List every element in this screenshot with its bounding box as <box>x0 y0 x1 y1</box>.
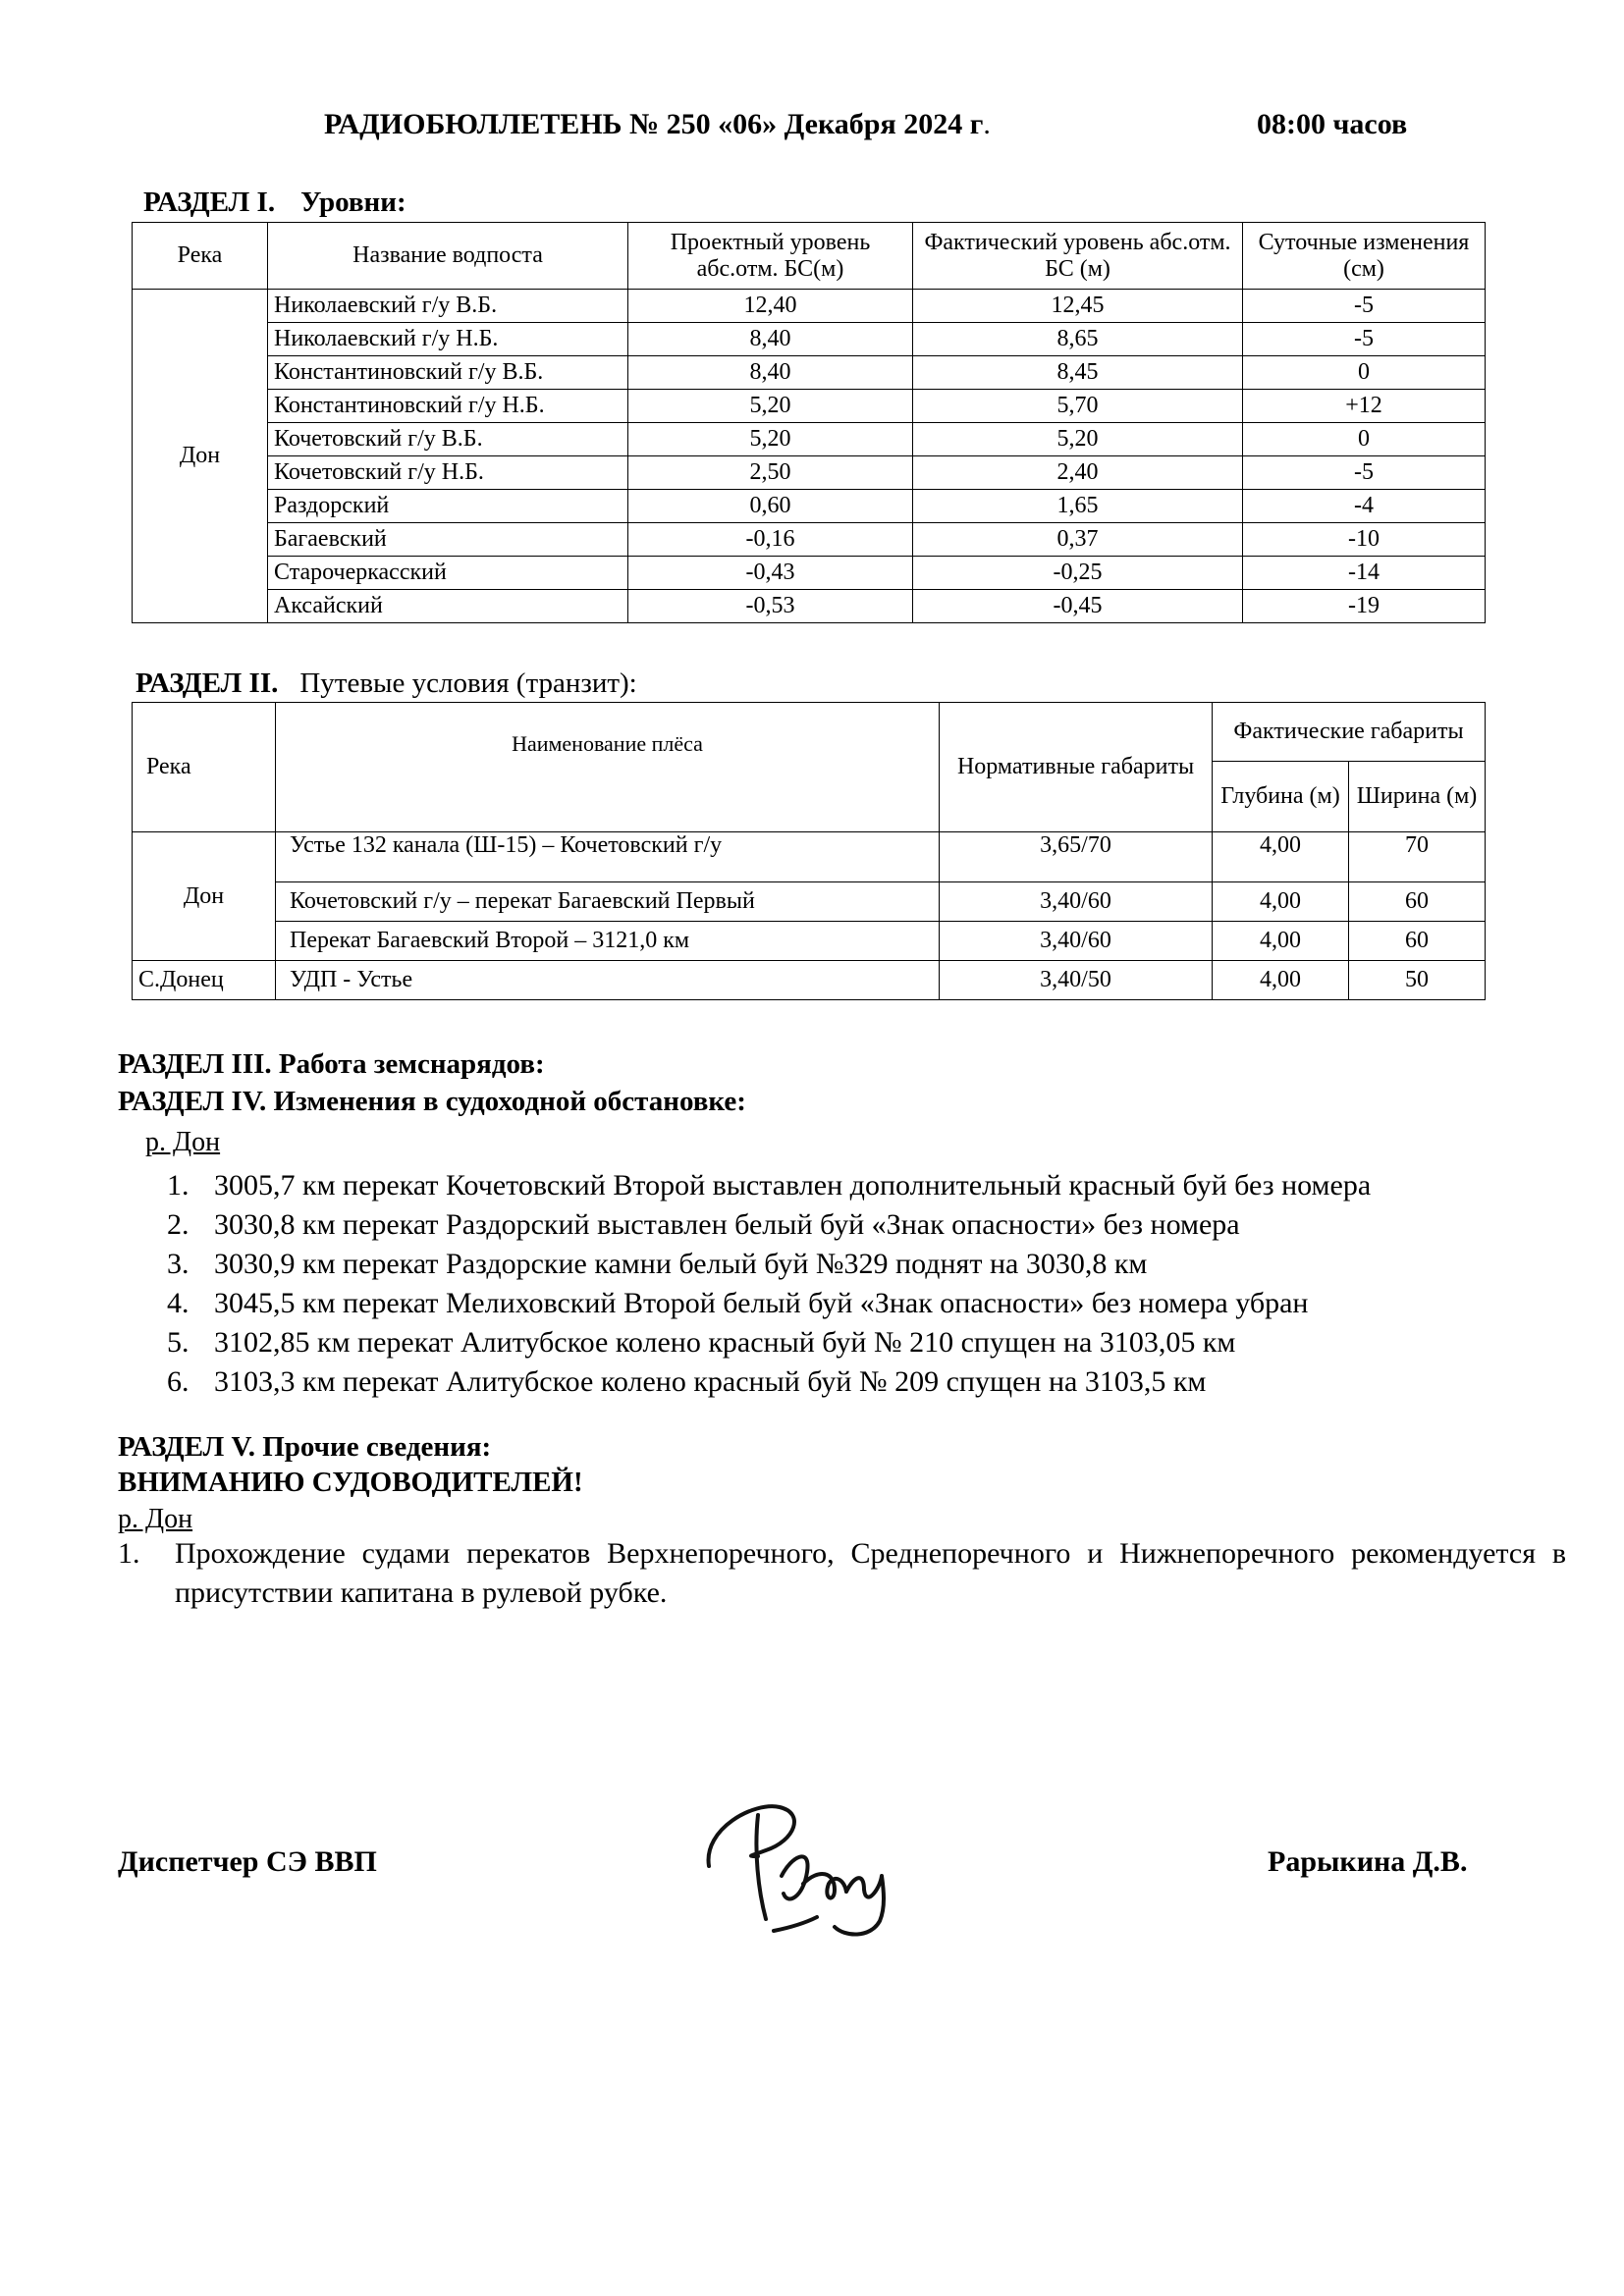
list-item: 4. 3045,5 км перекат Мелиховский Второй белый буй «Знак опасности» без номера убран <box>167 1287 1309 1319</box>
station-name: Кочетовский г/у Н.Б. <box>268 456 628 490</box>
section2-subtitle: Путевые условия (транзит): <box>299 667 637 699</box>
bulletin-title-dot: . <box>983 108 991 140</box>
station-name: Николаевский г/у Н.Б. <box>268 323 628 356</box>
daily-change: -10 <box>1243 523 1486 557</box>
table-row <box>133 390 1486 423</box>
col-width: Ширина (м) <box>1349 762 1486 832</box>
list-item: 5. 3102,85 км перекат Алитубское колено красный буй № 210 спущен на 3103,05 км <box>167 1326 1236 1359</box>
depth: 4,00 <box>1213 961 1349 1000</box>
bulletin-title <box>324 108 1408 141</box>
section4-heading: РАЗДЕЛ IV. Изменения в судоходной обстановке: <box>118 1086 746 1117</box>
table-row <box>133 590 1486 623</box>
route-table-header <box>133 703 1486 762</box>
list-item-text: 3102,85 км перекат Алитубское колено красный буй № 210 спущен на 3103,05 км <box>214 1326 1236 1359</box>
project-level: 5,20 <box>628 423 913 456</box>
table-row <box>133 882 1486 922</box>
levels-table-header <box>133 223 1486 290</box>
col-depth: Глубина (м) <box>1213 762 1349 832</box>
list-item-text: 3045,5 км перекат Мелиховский Второй белый буй «Знак опасности» без номера убран <box>214 1287 1309 1319</box>
bulletin-time: 08:00 часов <box>1257 108 1408 140</box>
notice-item: 1. Прохождение судами перекатов Верхнепоречного, Среднепоречного и Нижнепоречного рекомендуется в присутствии капитана в рулевой рубке. <box>118 1534 1566 1613</box>
daily-change: -14 <box>1243 557 1486 590</box>
station-name: Багаевский <box>268 523 628 557</box>
section2-heading <box>135 667 637 700</box>
reach-name: Устье 132 канала (Ш-15) – Кочетовский г/у <box>276 832 940 882</box>
station-name: Аксайский <box>268 590 628 623</box>
norm-dimensions: 3,40/60 <box>940 922 1213 961</box>
list-item-text: 3103,3 км перекат Алитубское колено красный буй № 209 спущен на 3103,5 км <box>214 1365 1207 1398</box>
section1-title: РАЗДЕЛ I. <box>143 187 276 218</box>
table-row <box>133 323 1486 356</box>
table-row <box>133 961 1486 1000</box>
station-name: Раздорский <box>268 490 628 523</box>
list-item: 1. 3005,7 км перекат Кочетовский Второй выставлен дополнительный красный буй без номера <box>167 1169 1372 1201</box>
reach-name: УДП - Устье <box>276 961 940 1000</box>
table-row <box>133 290 1486 323</box>
norm-dimensions: 3,40/50 <box>940 961 1213 1000</box>
station-name: Кочетовский г/у В.Б. <box>268 423 628 456</box>
col-actual-level: Фактический уровень абс.отм. БС (м) <box>913 223 1243 290</box>
daily-change: 0 <box>1243 356 1486 390</box>
actual-level: 12,45 <box>913 290 1243 323</box>
list-item: 6. 3103,3 км перекат Алитубское колено красный буй № 209 спущен на 3103,5 км <box>167 1365 1207 1398</box>
col-river: Река <box>133 223 268 290</box>
actual-level: -0,25 <box>913 557 1243 590</box>
list-item: 3. 3030,9 км перекат Раздорские камни белый буй №329 поднят на 3030,8 км <box>167 1248 1148 1280</box>
actual-level: 1,65 <box>913 490 1243 523</box>
width: 60 <box>1349 922 1486 961</box>
actual-level: 8,45 <box>913 356 1243 390</box>
list-item-text: 3005,7 км перекат Кочетовский Второй выставлен дополнительный красный буй без номера <box>214 1169 1372 1201</box>
width: 50 <box>1349 961 1486 1000</box>
list-item: 2. 3030,8 км перекат Раздорский выставлен белый буй «Знак опасности» без номера <box>167 1208 1240 1241</box>
section1-subtitle: Уровни: <box>300 187 406 218</box>
daily-change: -5 <box>1243 323 1486 356</box>
project-level: -0,53 <box>628 590 913 623</box>
project-level: -0,43 <box>628 557 913 590</box>
depth: 4,00 <box>1213 922 1349 961</box>
width: 60 <box>1349 882 1486 922</box>
actual-level: 5,20 <box>913 423 1243 456</box>
table-row <box>133 456 1486 490</box>
station-name: Николаевский г/у В.Б. <box>268 290 628 323</box>
daily-change: +12 <box>1243 390 1486 423</box>
list-item-text: 3030,8 км перекат Раздорский выставлен белый буй «Знак опасности» без номера <box>214 1208 1240 1241</box>
table-row <box>133 490 1486 523</box>
table-row <box>133 922 1486 961</box>
dispatcher-position: Диспетчер СЭ ВВП <box>118 1845 377 1878</box>
project-level: 12,40 <box>628 290 913 323</box>
table-row <box>133 423 1486 456</box>
daily-change: -5 <box>1243 290 1486 323</box>
project-level: 8,40 <box>628 356 913 390</box>
list-item-text: 3030,9 км перекат Раздорские камни белый буй №329 поднят на 3030,8 км <box>214 1248 1148 1280</box>
section5-heading: РАЗДЕЛ V. Прочие сведения: <box>118 1431 492 1463</box>
table-row <box>133 832 1486 882</box>
norm-dimensions: 3,65/70 <box>940 832 1213 882</box>
table-row <box>133 523 1486 557</box>
depth: 4,00 <box>1213 882 1349 922</box>
attention-heading: ВНИМАНИЮ СУДОВОДИТЕЛЕЙ! <box>118 1467 583 1498</box>
navigation-changes-list <box>145 1166 1371 1402</box>
section1-heading <box>143 187 406 219</box>
daily-change: 0 <box>1243 423 1486 456</box>
actual-level: 5,70 <box>913 390 1243 423</box>
signature-image <box>697 1782 952 1949</box>
route-conditions-table <box>132 702 1486 1000</box>
dispatcher-name: Рарыкина Д.В. <box>1268 1845 1468 1878</box>
daily-change: -4 <box>1243 490 1486 523</box>
bulletin-title-text: РАДИОБЮЛЛЕТЕНЬ № 250 «06» Декабря 2024 г <box>324 108 984 140</box>
col-daily-change: Суточные изменения (см) <box>1243 223 1486 290</box>
table-row <box>133 356 1486 390</box>
actual-level: 2,40 <box>913 456 1243 490</box>
station-name: Константиновский г/у В.Б. <box>268 356 628 390</box>
notice-text: Прохождение судами перекатов Верхнепоречного, Среднепоречного и Нижнепоречного рекомендуется в присутствии капитана в рулевой рубке. <box>175 1537 1566 1609</box>
width: 70 <box>1349 832 1486 882</box>
col-station: Название водпоста <box>268 223 628 290</box>
actual-level: -0,45 <box>913 590 1243 623</box>
levels-table <box>132 222 1486 623</box>
section4-river: р. Дон <box>145 1127 221 1157</box>
daily-change: -5 <box>1243 456 1486 490</box>
station-name: Старочеркасский <box>268 557 628 590</box>
project-level: 2,50 <box>628 456 913 490</box>
reach-name: Перекат Багаевский Второй – 3121,0 км <box>276 922 940 961</box>
station-name: Константиновский г/у Н.Б. <box>268 390 628 423</box>
table-row <box>133 557 1486 590</box>
river-cell: С.Донец <box>133 961 276 1000</box>
project-level: -0,16 <box>628 523 913 557</box>
depth: 4,00 <box>1213 832 1349 882</box>
section5-river: р. Дон <box>118 1504 193 1534</box>
col-actual-dimensions: Фактические габариты <box>1213 703 1486 762</box>
project-level: 5,20 <box>628 390 913 423</box>
actual-level: 8,65 <box>913 323 1243 356</box>
daily-change: -19 <box>1243 590 1486 623</box>
col-reach: Наименование плёса <box>276 703 940 832</box>
project-level: 0,60 <box>628 490 913 523</box>
reach-name: Кочетовский г/у – перекат Багаевский Первый <box>276 882 940 922</box>
col-river: Река <box>133 703 276 832</box>
actual-level: 0,37 <box>913 523 1243 557</box>
river-cell: Дон <box>133 290 268 623</box>
section2-title: РАЗДЕЛ II. <box>135 667 279 699</box>
river-cell: Дон <box>133 832 276 961</box>
norm-dimensions: 3,40/60 <box>940 882 1213 922</box>
col-norm-dimensions: Нормативные габариты <box>940 703 1213 832</box>
project-level: 8,40 <box>628 323 913 356</box>
section3-heading: РАЗДЕЛ III. Работа земснарядов: <box>118 1048 545 1080</box>
col-project-level: Проектный уровень абс.отм. БС(м) <box>628 223 913 290</box>
